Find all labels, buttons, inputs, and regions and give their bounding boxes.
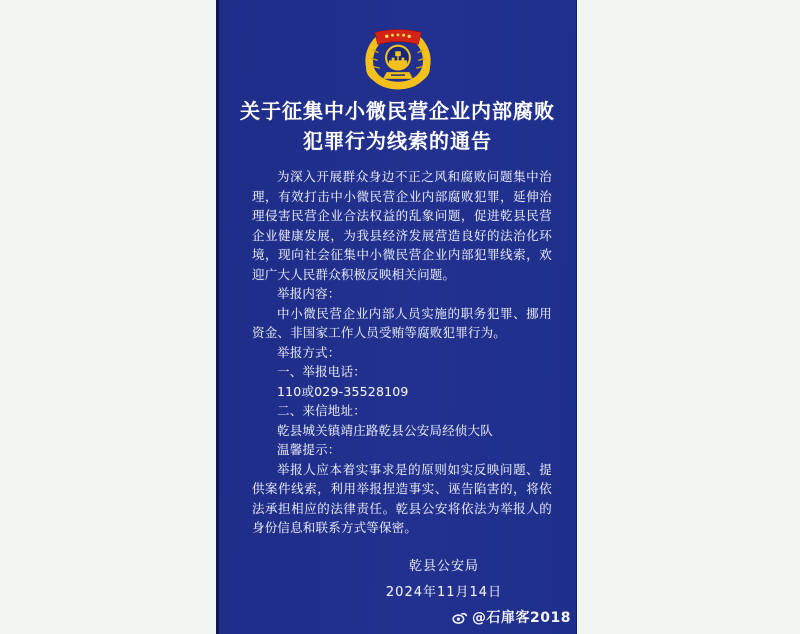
notice-title	[219, 96, 576, 156]
issuer-name: 乾县公安局	[408, 558, 479, 574]
notice-signature	[364, 554, 524, 606]
paragraph-report-content-heading: 举报内容：	[277, 286, 341, 301]
paragraph-mail-address: 乾县城关镇靖庄路乾县公安局经侦大队	[277, 422, 493, 438]
paragraph-report-content: 中小微民营企业内部人员实施的职务犯罪、挪用资金、非国家工作人员受贿等腐败犯罪行为。	[252, 305, 552, 340]
paragraph-tips-heading: 温馨提示：	[277, 442, 341, 457]
notice-body	[252, 167, 552, 538]
paragraph-tips: 举报人应本着实事求是的原则如实反映问题、提供案件线索，利用举报捏造事实、诬告陷害的，将依法承担相应的法律责任。乾县公安将依法为举报人的身份信息和联系方式等保密。	[252, 461, 552, 535]
weibo-icon	[452, 611, 468, 624]
notice-title-line1: 关于征集中小微民营企业内部腐败	[240, 99, 555, 123]
issue-date: 2024年11月14日	[385, 584, 503, 600]
paragraph-mail-heading: 二、来信地址：	[277, 403, 366, 418]
paragraph-report-method-heading: 举报方式：	[277, 344, 341, 360]
watermark-text: @石扉客2018	[472, 610, 571, 626]
notice-title-line2: 犯罪行为线索的通告	[303, 129, 492, 153]
notice-panel	[216, 0, 577, 634]
paragraph-phone-number: 110或029-35528109	[277, 383, 409, 399]
police-badge-icon	[363, 26, 433, 92]
watermark	[452, 607, 571, 627]
paragraph-intro: 为深入开展群众身边不正之风和腐败问题集中治理，有效打击中小微民营企业内部腐败犯罪，延伸治理侵害民营企业合法权益的乱象问题，促进乾县民营企业健康发展，为我县经济发展营造良好的法治化环境，现向社会征集中小微民营企业内部犯罪线索，欢迎广大人民群众积极反映相关问题。	[252, 169, 552, 282]
paragraph-phone-heading: 一、举报电话：	[277, 364, 366, 379]
